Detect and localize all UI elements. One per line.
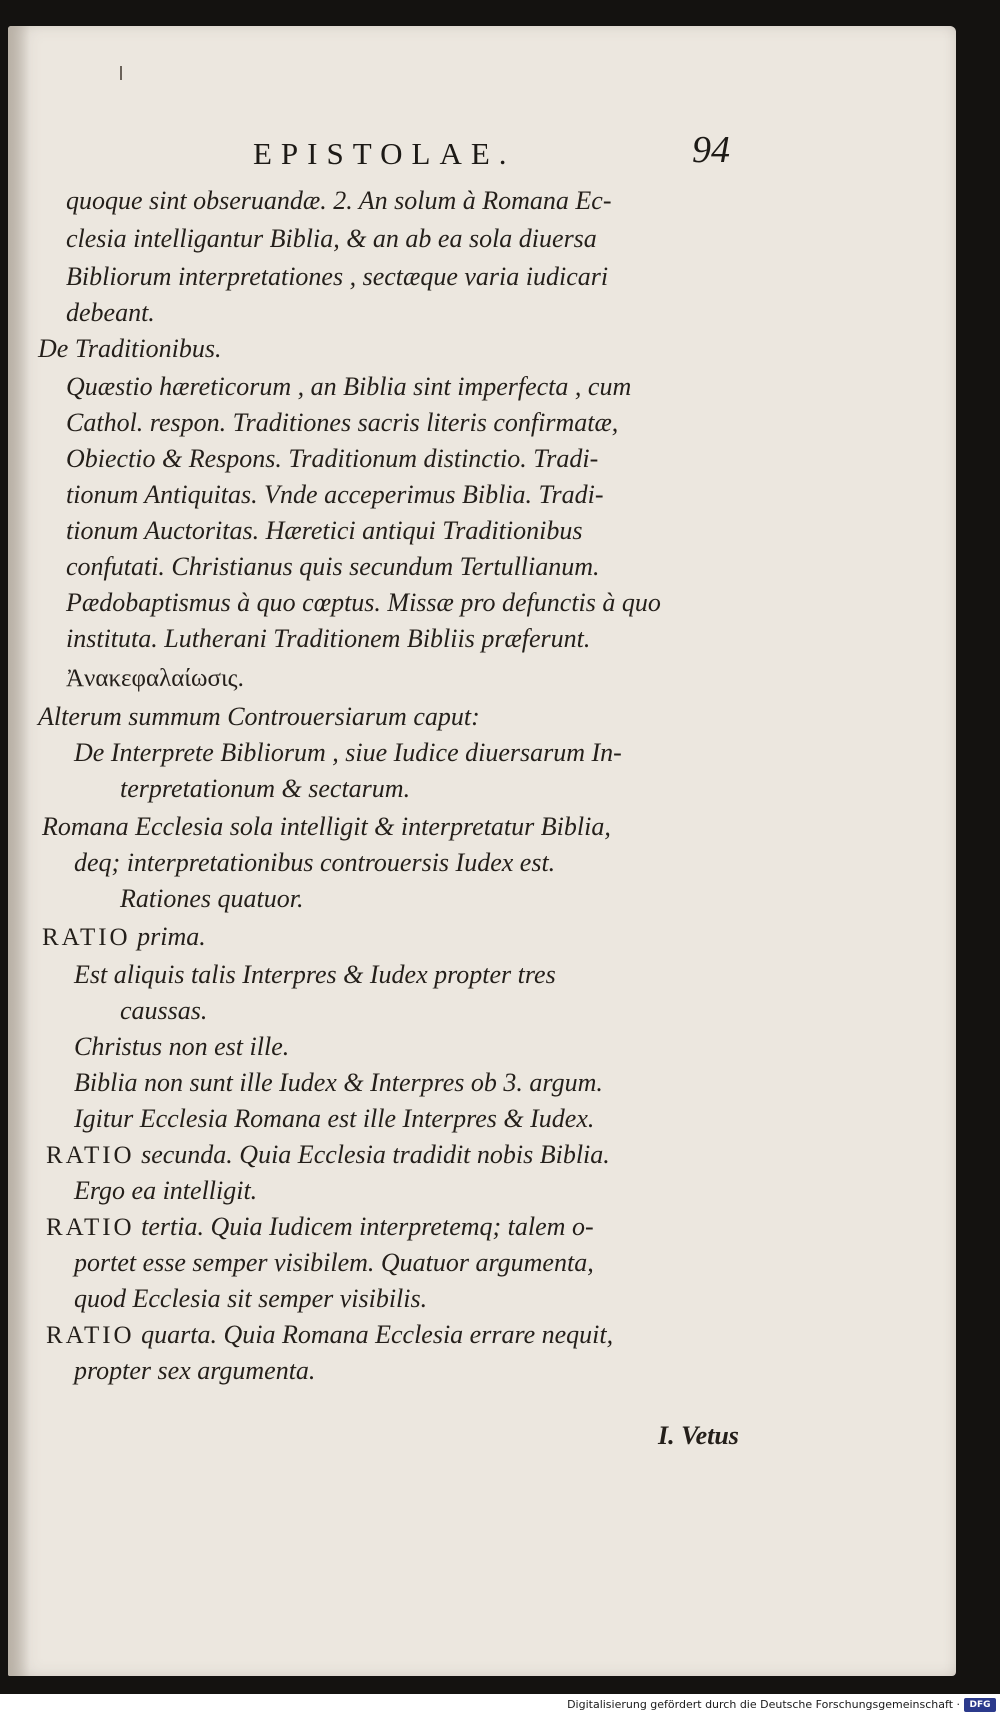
text-line: Rationes quatuor.	[120, 884, 304, 913]
text-line: Pædobaptismus à quo cœptus. Missæ pro defunctis à quo	[66, 588, 661, 617]
text-line: Igitur Ecclesia Romana est ille Interpres & Iudex.	[74, 1104, 595, 1133]
text-line: Ergo ea intelligit.	[74, 1176, 258, 1205]
text-line: De Interprete Bibliorum , siue Iudice diuersarum In-	[74, 738, 622, 767]
text-line: tionum Antiquitas. Vnde acceperimus Biblia. Tradi-	[66, 480, 604, 509]
text-line: instituta. Lutherani Traditionem Bibliis præferunt.	[66, 624, 591, 653]
text-line: Bibliorum interpretationes , sectæque varia iudicari	[66, 262, 609, 291]
catchword: I. Vetus	[658, 1421, 739, 1450]
text-line: terpretationum & sectarum.	[120, 774, 411, 803]
text-line: propter sex argumenta.	[74, 1356, 316, 1385]
running-head-title: EPISTOLAE.	[253, 136, 516, 171]
text-line: deq; interpretationibus controuersis Iudex est.	[74, 848, 556, 877]
text-line: tionum Auctoritas. Hæretici antiqui Traditionibus	[66, 516, 583, 545]
text-line: clesia intelligantur Biblia, & an ab ea sola diuersa	[66, 224, 597, 253]
text-line: quod Ecclesia sit semper visibilis.	[74, 1284, 428, 1313]
digitization-footer	[0, 1696, 1000, 1715]
footer-credit: Digitalisierung gefördert durch die Deutsche Forschungsgemeinschaft ·	[567, 1698, 960, 1711]
page-spine-shadow	[8, 26, 30, 1676]
margin-mark	[120, 66, 122, 80]
text-line: portet esse semper visibilem. Quatuor argumenta,	[74, 1248, 594, 1277]
text-line: Cathol. respon. Traditiones sacris literis confirmatæ,	[66, 408, 619, 437]
ratio-line: RATIO tertia. Quia Iudicem interpretemq; talem o-	[46, 1212, 594, 1241]
section-heading: De Traditionibus.	[38, 334, 222, 363]
text-line: Christus non est ille.	[74, 1032, 290, 1061]
text-line: Obiectio & Respons. Traditionum distinctio. Tradi-	[66, 444, 599, 473]
dfg-logo: DFG	[964, 1698, 996, 1712]
page-number: 94	[692, 129, 730, 171]
section-heading: Alterum summum Controuersiarum caput:	[38, 702, 480, 731]
text-line: Est aliquis talis Interpres & Iudex propter tres	[74, 960, 556, 989]
text-line: Romana Ecclesia sola intelligit & interpretatur Biblia,	[42, 812, 611, 841]
text-line: Quæstio hæreticorum , an Biblia sint imperfecta , cum	[66, 372, 632, 401]
text-line: Biblia non sunt ille Iudex & Interpres ob 3. argum.	[74, 1068, 603, 1097]
running-head	[8, 114, 956, 174]
text-line: confutati. Christianus quis secundum Tertullianum.	[66, 552, 600, 581]
ratio-line: RATIO quarta. Quia Romana Ecclesia errare nequit,	[46, 1320, 614, 1349]
book-page	[8, 26, 956, 1676]
greek-heading: Ἀνακεφαλαίωσις.	[66, 665, 244, 692]
text-line: quoque sint obseruandæ. 2. An solum à Romana Ec-	[66, 186, 612, 215]
ratio-line: RATIO secunda. Quia Ecclesia tradidit nobis Biblia.	[46, 1140, 610, 1169]
ratio-line: RATIO prima.	[42, 922, 206, 951]
text-line: caussas.	[120, 996, 208, 1025]
text-line: debeant.	[66, 298, 155, 327]
